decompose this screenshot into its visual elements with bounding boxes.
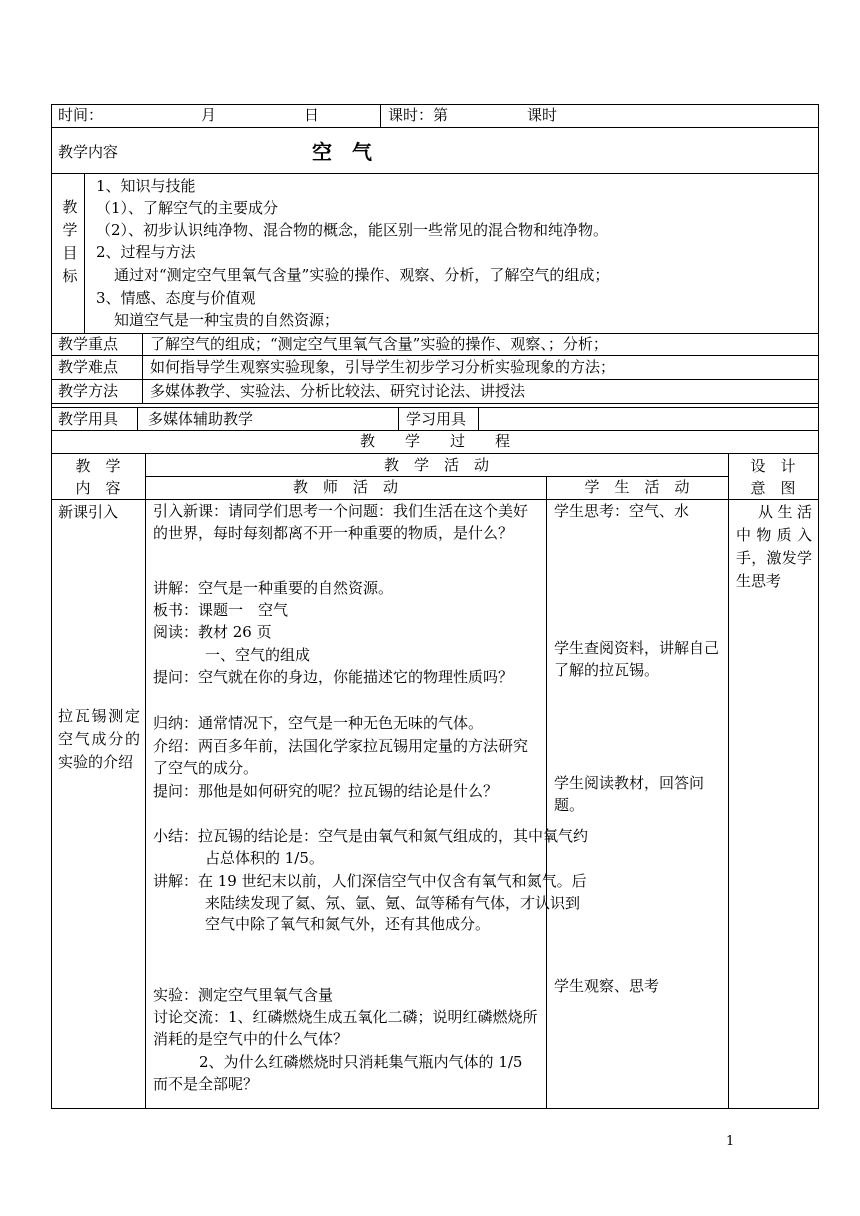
section-lavoisier: 拉瓦锡测定空气成分的实验的介绍 xyxy=(58,707,140,771)
design-intent: 从生活中物质入手，激发学生思考 xyxy=(736,503,812,590)
difficulty-value: 如何指导学生观察实验现象，引导学生初步学习分析实验现象的方法； xyxy=(150,358,616,376)
teacher-question: 提问：那他是如何研究的呢？拉瓦锡的结论是什么？ xyxy=(153,782,499,800)
col-header-teacher: 教 师 活 动 xyxy=(292,478,398,496)
content-label: 教学内容 xyxy=(58,143,119,161)
table-border-bottom xyxy=(51,1108,819,1109)
method-value: 多媒体教学、实验法、分析比较法、研究讨论法、讲授法 xyxy=(150,382,526,400)
teacher-summary: 归纳：通常情况下，空气是一种无色无味的气体。 xyxy=(153,714,484,732)
day-label: 日 xyxy=(304,106,320,124)
student-activity: 学生阅读教材，回答问题。 xyxy=(554,774,705,814)
objective-line: 1、知识与技能 xyxy=(96,177,196,195)
col-header-design: 设 计 意 图 xyxy=(750,457,796,497)
teacher-intro: 引入新课：请同学们思考一个问题：我们生活在这个美好的世界，每时每刻都离不开一种重要的物质，是什么？ xyxy=(153,502,529,542)
objective-line: （1）、了解空气的主要成分 xyxy=(96,199,279,217)
objective-line: （2）、初步认识纯净物、混合物的概念，能区别一些常见的混合物和纯净物。 xyxy=(96,221,609,239)
objectives-label-char: 教 xyxy=(62,198,78,216)
process-title: 教 学 过 程 xyxy=(359,432,510,450)
section-intro: 新课引入 xyxy=(58,503,119,521)
objective-line: 2、过程与方法 xyxy=(96,243,196,261)
teacher-line: 阅读：教材 26 页 xyxy=(153,623,272,641)
col-divider xyxy=(84,173,85,334)
col-divider xyxy=(145,453,146,1109)
teacher-explain: 讲解：在 19 世纪末以前，人们深信空气中仅含有氧气和氮气。后来陆续发现了氦、氖、氩、氪、氙等稀有气体，才认识到空气中除了氧气和氮气外，还有其他成分。 xyxy=(153,872,587,933)
row-divider xyxy=(51,403,819,404)
tools-label: 教学用具 xyxy=(58,410,119,428)
teacher-question: 提问：空气就在你的身边，你能描述它的物理性质吗？ xyxy=(153,668,514,686)
objectives-label-char: 学 xyxy=(62,221,78,239)
time-label: 时间： xyxy=(58,106,104,124)
focus-value: 了解空气的组成；“测定空气里氧气含量”实验的操作、观察、；分析； xyxy=(150,335,608,353)
teacher-line: 板书：课题一 空气 xyxy=(153,601,289,619)
col-header-student: 学 生 活 动 xyxy=(584,478,690,496)
row-divider xyxy=(51,453,819,454)
teacher-experiment: 实验：测定空气里氧气含量 xyxy=(153,986,334,1004)
teacher-line: 一、空气的组成 xyxy=(205,646,311,664)
teacher-line: 讲解：空气是一种重要的自然资源。 xyxy=(153,579,394,597)
row-divider xyxy=(51,407,819,408)
col-header-activity: 教 学 活 动 xyxy=(383,456,489,474)
focus-label: 教学重点 xyxy=(58,335,119,353)
row-divider xyxy=(51,173,819,174)
page-number: 1 xyxy=(726,1134,735,1149)
student-activity: 学生查阅资料，讲解自己了解的拉瓦锡。 xyxy=(554,639,720,679)
col-divider xyxy=(398,407,399,431)
objective-line: 知道空气是一种宝贵的自然资源； xyxy=(114,311,340,329)
col-divider xyxy=(142,333,143,404)
period-label: 课时：第 xyxy=(388,106,449,124)
student-activity: 学生观察、思考 xyxy=(554,977,660,995)
tools-value: 多媒体辅助教学 xyxy=(148,410,254,428)
study-tools-label: 学习用具 xyxy=(406,410,467,428)
period-suffix: 课时 xyxy=(527,106,558,124)
lesson-title: 空 气 xyxy=(312,140,372,164)
method-label: 教学方法 xyxy=(58,382,119,400)
row-divider xyxy=(51,355,819,356)
teacher-discussion: 讨论交流：1、红磷燃烧生成五氧化二磷；说明红磷燃烧所消耗的是空气中的什么气体？ xyxy=(153,1008,538,1048)
teacher-introduce: 介绍：两百多年前，法国化学家拉瓦锡用定量的方法研究了空气的成分。 xyxy=(153,737,529,777)
col-divider xyxy=(728,453,729,1109)
col-header-content: 教 学 内 容 xyxy=(75,457,121,497)
student-activity: 学生思考：空气、水 xyxy=(554,502,690,520)
difficulty-label: 教学难点 xyxy=(58,358,119,376)
row-divider xyxy=(51,499,819,500)
teacher-conclusion: 小结：拉瓦锡的结论是：空气是由氧气和氮气组成的，其中氧气约占总体积的 1/5。 xyxy=(153,827,589,867)
objectives-label xyxy=(60,196,80,288)
col-divider xyxy=(478,407,479,431)
teacher-discussion: 2、为什么红磷燃烧时只消耗集气瓶内气体的 1/5 而不是全部呢？ xyxy=(153,1053,523,1093)
table-border-right xyxy=(818,104,819,1109)
objective-line: 3、情感、态度与价值观 xyxy=(96,289,256,307)
objectives-label-char: 标 xyxy=(62,267,78,285)
objectives-label-char: 目 xyxy=(62,244,78,262)
col-divider xyxy=(137,407,138,431)
month-label: 月 xyxy=(201,106,217,124)
table-border-left xyxy=(51,104,52,1109)
row-divider xyxy=(51,127,819,128)
objective-line: 通过对“测定空气里氧气含量”实验的操作、观察、分析，了解空气的组成； xyxy=(114,266,610,284)
col-divider xyxy=(380,104,381,128)
col-divider xyxy=(546,476,547,1109)
row-divider xyxy=(51,379,819,380)
